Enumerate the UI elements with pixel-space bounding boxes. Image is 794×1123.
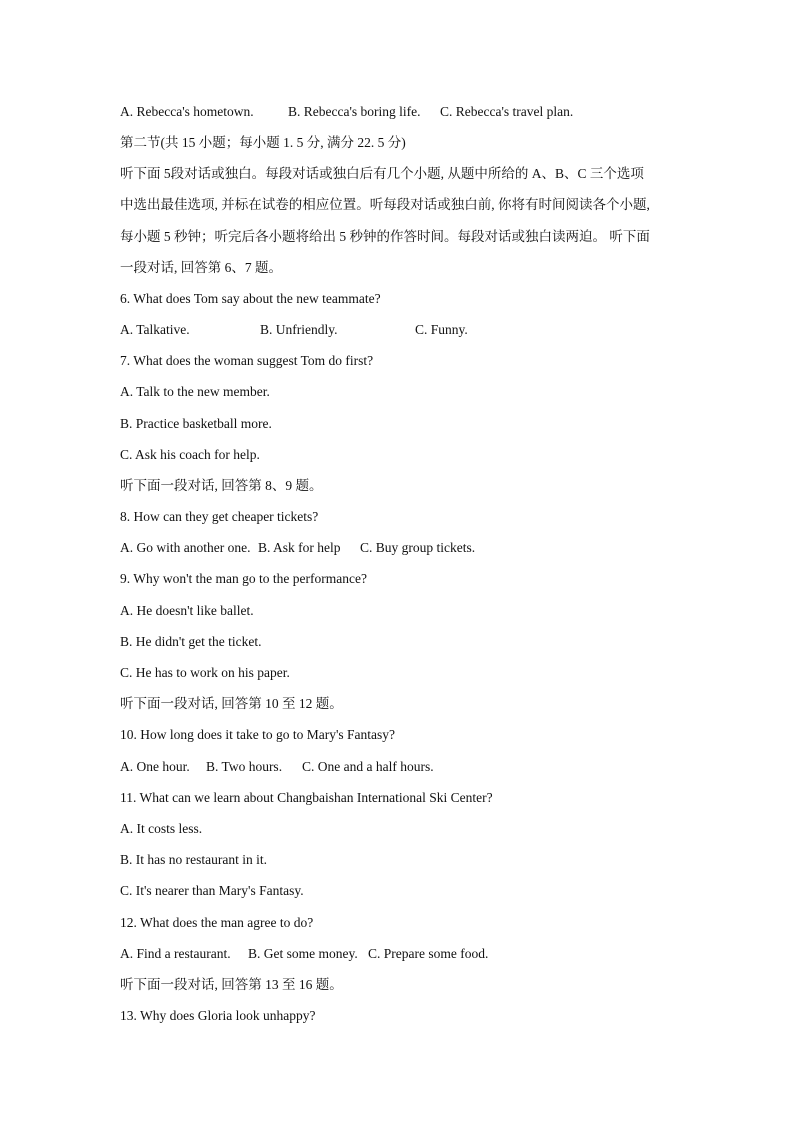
q7-option-b: B. Practice basketball more. — [120, 416, 272, 431]
q9-option-c: C. He has to work on his paper. — [120, 665, 290, 680]
option-b: B. Rebecca's boring life. — [288, 104, 421, 119]
q12-options — [120, 944, 680, 964]
q5-options — [120, 102, 680, 122]
question-13: 13. Why does Gloria look unhappy? — [120, 1008, 316, 1023]
q6-options — [120, 320, 680, 340]
section-heading: 第二节(共 15 小题；每小题 1. 5 分, 满分 22. 5 分) — [120, 135, 406, 150]
instruction-line: 听下面 5段对话或独白。每段对话或独白后有几个小题, 从题中所给的 A、B、C 三个选项 — [120, 166, 644, 181]
option-a: A. Go with another one. — [120, 540, 251, 555]
option-b: B. Ask for help — [258, 540, 341, 555]
option-b: B. Unfriendly. — [260, 322, 338, 337]
question-12: 12. What does the man agree to do? — [120, 915, 314, 930]
option-a: A. One hour. — [120, 759, 190, 774]
q9-option-b: B. He didn't get the ticket. — [120, 634, 262, 649]
question-8: 8. How can they get cheaper tickets? — [120, 509, 319, 524]
question-7: 7. What does the woman suggest Tom do first? — [120, 353, 374, 368]
q10-options — [120, 757, 680, 777]
q8-options — [120, 538, 680, 558]
option-a: A. Find a restaurant. — [120, 946, 231, 961]
direction-8-9: 听下面一段对话, 回答第 8、9 题。 — [120, 478, 323, 493]
option-c: C. Funny. — [415, 322, 468, 337]
instruction-line: 中选出最佳选项, 并标在试卷的相应位置。听每段对话或独白前, 你将有时间阅读各个小题, — [120, 197, 650, 212]
q7-option-c: C. Ask his coach for help. — [120, 447, 260, 462]
question-9: 9. Why won't the man go to the performance? — [120, 571, 367, 586]
question-11: 11. What can we learn about Changbaishan International Ski Center? — [120, 790, 493, 805]
instruction-line: 每小题 5 秒钟；听完后各小题将给出 5 秒钟的作答时间。每段对话或独白读两迫。 听下面 — [120, 229, 650, 244]
option-a: A. Rebecca's hometown. — [120, 104, 254, 119]
q11-option-c: C. It's nearer than Mary's Fantasy. — [120, 883, 304, 898]
option-b: B. Two hours. — [206, 759, 283, 774]
q11-option-a: A. It costs less. — [120, 821, 203, 836]
option-c: C. Prepare some food. — [368, 946, 489, 961]
option-a: A. Talkative. — [120, 322, 190, 337]
instruction-line: 一段对话, 回答第 6、7 题。 — [120, 260, 282, 275]
direction-10-12: 听下面一段对话, 回答第 10 至 12 题。 — [120, 696, 343, 711]
q7-option-a: A. Talk to the new member. — [120, 384, 270, 399]
q9-option-a: A. He doesn't like ballet. — [120, 603, 254, 618]
question-6: 6. What does Tom say about the new teammate? — [120, 291, 381, 306]
direction-13-16: 听下面一段对话, 回答第 13 至 16 题。 — [120, 977, 343, 992]
q11-option-b: B. It has no restaurant in it. — [120, 852, 267, 867]
question-10: 10. How long does it take to go to Mary's Fantasy? — [120, 727, 396, 742]
option-c: C. Rebecca's travel plan. — [440, 104, 574, 119]
option-c: C. Buy group tickets. — [360, 540, 476, 555]
option-c: C. One and a half hours. — [302, 759, 434, 774]
option-b: B. Get some money. — [248, 946, 358, 961]
